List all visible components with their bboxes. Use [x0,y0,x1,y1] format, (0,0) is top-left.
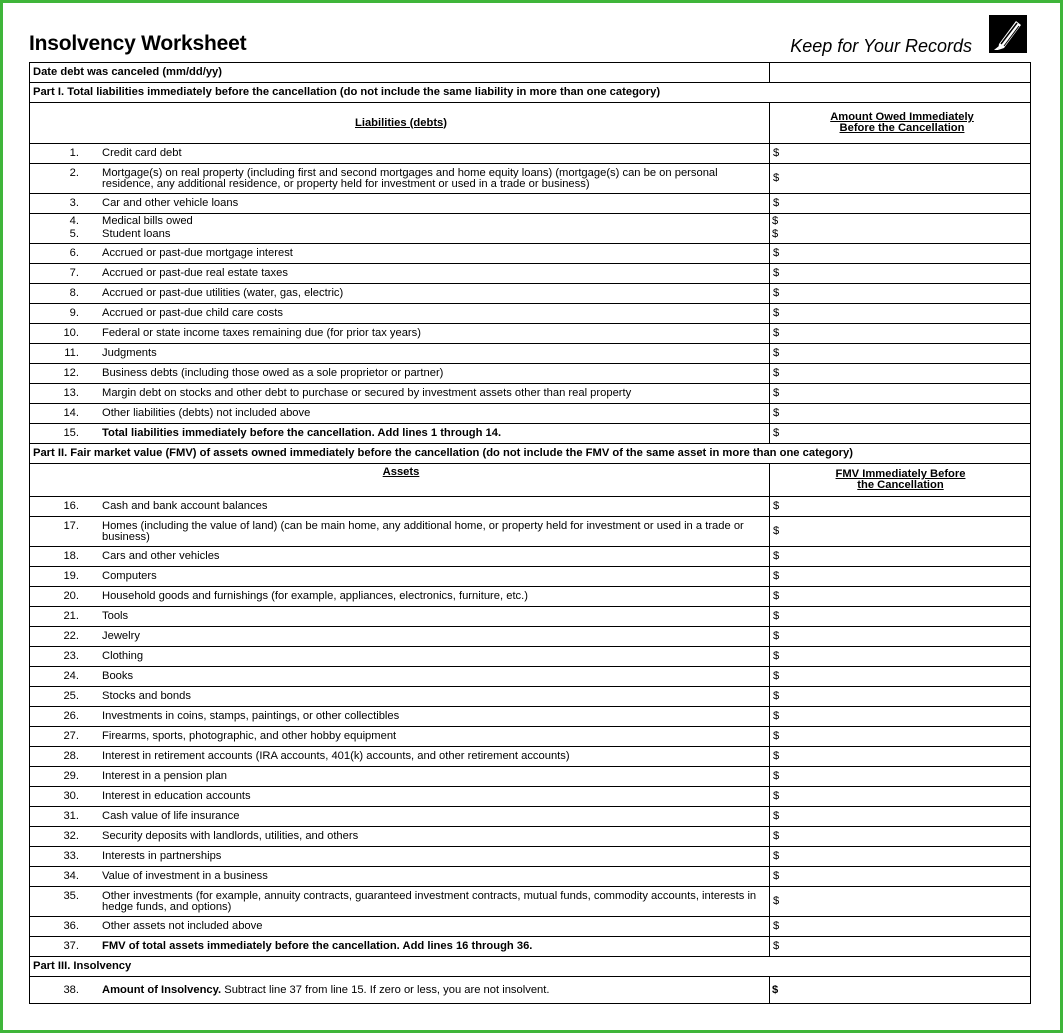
table-row: 14. Other liabilities (debts) not included above $ [30,404,1031,424]
insolvency-amount-input[interactable]: $ [770,977,1031,1004]
table-row: 36. Other assets not included above $ [30,917,1031,937]
table-row: 9. Accrued or past-due child care costs $ [30,304,1031,324]
table-row: 24. Books $ [30,667,1031,687]
amount-input[interactable]: $ [770,517,1031,547]
table-row: 37. FMV of total assets immediately before the cancellation. Add lines 16 through 36. $ [30,937,1031,957]
table-row: 18. Cars and other vehicles $ [30,547,1031,567]
amount-input[interactable]: $ [770,344,1031,364]
amount-input[interactable]: $ [770,847,1031,867]
table-row: 17. Homes (including the value of land) (can be main home, any additional home, or property held for investment or used in a trade or business) $ [30,517,1031,547]
liabilities-column-header: Liabilities (debts) [30,103,770,144]
table-row: 29. Interest in a pension plan $ [30,767,1031,787]
amount-input[interactable]: $ [770,384,1031,404]
part1-column-header-row [30,103,1031,144]
table-row: 15. Total liabilities immediately before the cancellation. Add lines 1 through 14. $ [30,424,1031,444]
amount-input[interactable]: $ [770,607,1031,627]
amount-input[interactable]: $ [770,627,1031,647]
page-title: Insolvency Worksheet [29,32,247,55]
table-row: 6. Accrued or past-due mortgage interest $ [30,244,1031,264]
amount-input[interactable]: $ [770,284,1031,304]
amount-input[interactable]: $ [770,707,1031,727]
table-row: 35. Other investments (for example, annuity contracts, guaranteed investment contracts, mutual funds, commodity accounts, interests in hedge funds, and options) $ [30,887,1031,917]
date-label: Date debt was canceled (mm/dd/yy) [30,63,770,83]
amount-owed-column-header: Amount Owed Immediately Before the Cancellation [770,103,1031,144]
table-row: 1. Credit card debt $ [30,144,1031,164]
amount-input[interactable]: $ [770,404,1031,424]
fmv-column-header: FMV Immediately Before the Cancellation [770,464,1031,497]
keep-records-note: Keep for Your Records [790,36,972,56]
table-row: 26. Investments in coins, stamps, paintings, or other collectibles $ [30,707,1031,727]
amount-input[interactable]: $ [770,687,1031,707]
amount-input[interactable]: $ [770,244,1031,264]
table-row: 7. Accrued or past-due real estate taxes $ [30,264,1031,284]
part2-heading-row [30,444,1031,464]
amount-input[interactable]: $ [770,304,1031,324]
table-row: 21. Tools $ [30,607,1031,627]
table-row: 16. Cash and bank account balances $ [30,497,1031,517]
date-input[interactable] [770,63,1031,83]
part2-heading: Part II. Fair market value (FMV) of assets owned immediately before the cancellation (do not include the FMV of the same asset in more than one category) [30,444,1031,464]
assets-column-header: Assets [30,464,770,497]
table-row: 30. Interest in education accounts $ [30,787,1031,807]
amount-input[interactable]: $ [770,264,1031,284]
total-liabilities-input[interactable]: $ [770,424,1031,444]
table-row: 20. Household goods and furnishings (for example, appliances, electronics, furniture, etc.) $ [30,587,1031,607]
amount-input[interactable]: $ [770,164,1031,194]
part1-heading: Part I. Total liabilities immediately before the cancellation (do not include the same liability in more than one category) [30,83,1031,103]
amount-input[interactable]: $ [770,194,1031,214]
part1-heading-row [30,83,1031,103]
table-row: 27. Firearms, sports, photographic, and other hobby equipment $ [30,727,1031,747]
table-row: 33. Interests in partnerships $ [30,847,1031,867]
table-row: 32. Security deposits with landlords, utilities, and others $ [30,827,1031,847]
amount-input[interactable]: $ [770,547,1031,567]
table-row: 23. Clothing $ [30,647,1031,667]
table-row: 10. Federal or state income taxes remaining due (for prior tax years) $ [30,324,1031,344]
amount-input[interactable]: $ [770,867,1031,887]
table-row: 25. Stocks and bonds $ [30,687,1031,707]
date-row [30,63,1031,83]
amount-input[interactable]: $ [770,747,1031,767]
total-assets-input[interactable]: $ [770,937,1031,957]
amount-input[interactable]: $ [770,364,1031,384]
table-row: 13. Margin debt on stocks and other debt to purchase or secured by investment assets other than real property $ [30,384,1031,404]
amount-input[interactable]: $ [770,787,1031,807]
amount-input[interactable]: $ [770,587,1031,607]
amount-input[interactable]: $ [770,497,1031,517]
table-row: 11. Judgments $ [30,344,1031,364]
amount-input[interactable]: $ [770,324,1031,344]
part3-heading: Part III. Insolvency [30,957,1031,977]
insolvency-worksheet-table [29,62,1031,1004]
amount-input[interactable]: $ [770,807,1031,827]
amount-input[interactable]: $ [770,144,1031,164]
pen-icon [989,15,1027,53]
table-row: 2. Mortgage(s) on real property (including first and second mortgages and home equity loans) (mortgage(s) can be on personal residence, any additional residence, or property held for investment or used in a trade or business) $ [30,164,1031,194]
amount-input[interactable]: $ [770,827,1031,847]
table-row: 28. Interest in retirement accounts (IRA accounts, 401(k) accounts, and other retirement accounts) $ [30,747,1031,767]
amount-input[interactable]: $ [770,917,1031,937]
amount-input[interactable]: $ [770,767,1031,787]
table-row: 19. Computers $ [30,567,1031,587]
table-row: 22. Jewelry $ [30,627,1031,647]
table-row: 12. Business debts (including those owed as a sole proprietor or partner) $ [30,364,1031,384]
amount-input[interactable]: $ [770,667,1031,687]
part3-heading-row [30,957,1031,977]
table-row: 38. Amount of Insolvency. Subtract line 37 from line 15. If zero or less, you are not insolvent. $ [30,977,1031,1004]
amount-input[interactable]: $ [770,727,1031,747]
table-row: 31. Cash value of life insurance $ [30,807,1031,827]
table-row: 4. 5. Medical bills owed Student loans $ $ [30,214,1031,244]
amount-input[interactable]: $ [770,887,1031,917]
amount-input[interactable]: $ [770,567,1031,587]
table-row: 34. Value of investment in a business $ [30,867,1031,887]
part2-column-header-row [30,464,1031,497]
table-row: 8. Accrued or past-due utilities (water, gas, electric) $ [30,284,1031,304]
amount-input[interactable]: $ [770,647,1031,667]
table-row: 3. Car and other vehicle loans $ [30,194,1031,214]
amount-input[interactable]: $ $ [770,214,1031,244]
